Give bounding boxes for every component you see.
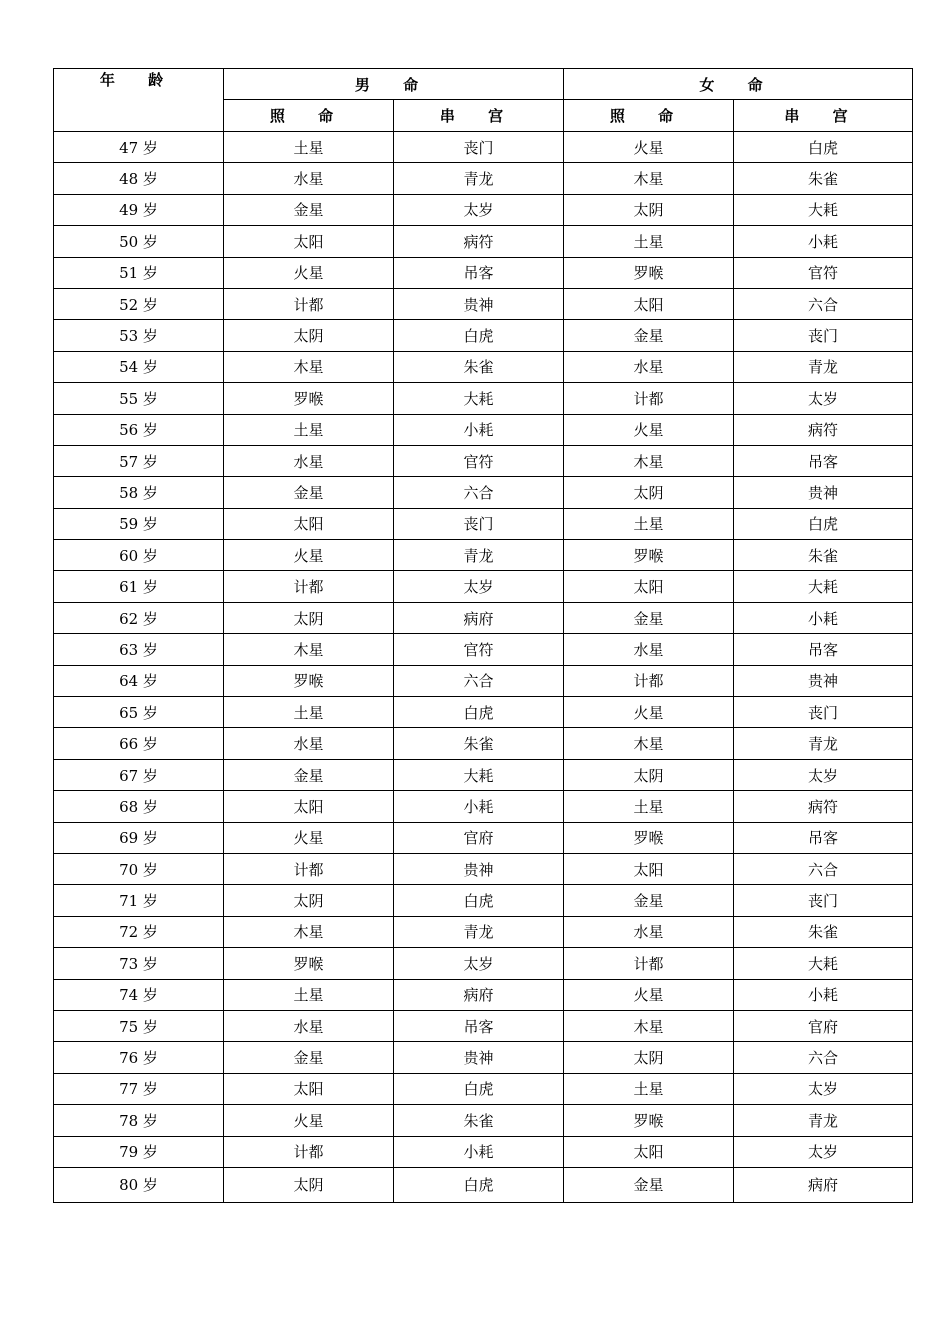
female-chuan-cell: 小耗 (734, 979, 913, 1010)
male-chuan-cell: 大耗 (394, 383, 564, 414)
female-zhao-cell: 太阳 (564, 288, 734, 319)
female-zhao-cell: 罗喉 (564, 1105, 734, 1136)
male-chuan-cell: 青龙 (394, 163, 564, 194)
female-zhao-header: 照 命 (564, 100, 734, 132)
female-zhao-cell: 土星 (564, 1073, 734, 1104)
table-row (54, 885, 913, 916)
male-zhao-cell: 太阴 (224, 602, 394, 633)
female-chuan-cell: 六合 (734, 1042, 913, 1073)
table-row (54, 665, 913, 696)
age-cell: 52 岁 (54, 288, 224, 319)
female-zhao-cell: 火星 (564, 979, 734, 1010)
header-row-top (54, 69, 913, 100)
age-cell: 51 岁 (54, 257, 224, 288)
female-zhao-cell: 土星 (564, 226, 734, 257)
male-zhao-cell: 木星 (224, 634, 394, 665)
male-chuan-cell: 大耗 (394, 759, 564, 790)
age-cell: 53 岁 (54, 320, 224, 351)
male-chuan-cell: 官府 (394, 822, 564, 853)
male-chuan-cell: 青龙 (394, 540, 564, 571)
female-zhao-cell: 太阴 (564, 477, 734, 508)
age-cell: 49 岁 (54, 194, 224, 225)
female-zhao-cell: 计都 (564, 383, 734, 414)
female-chuan-cell: 朱雀 (734, 163, 913, 194)
male-chuan-cell: 白虎 (394, 320, 564, 351)
male-zhao-cell: 计都 (224, 571, 394, 602)
male-zhao-cell: 木星 (224, 351, 394, 382)
female-chuan-cell: 朱雀 (734, 540, 913, 571)
female-zhao-cell: 火星 (564, 132, 734, 163)
female-chuan-cell: 太岁 (734, 1136, 913, 1167)
male-zhao-cell: 土星 (224, 697, 394, 728)
male-zhao-cell: 太阴 (224, 885, 394, 916)
female-chuan-cell: 丧门 (734, 697, 913, 728)
male-zhao-cell: 计都 (224, 853, 394, 884)
male-chuan-cell: 官符 (394, 634, 564, 665)
male-chuan-cell: 小耗 (394, 1136, 564, 1167)
table-row (54, 791, 913, 822)
table-row (54, 697, 913, 728)
male-chuan-cell: 白虎 (394, 885, 564, 916)
female-chuan-cell: 青龙 (734, 1105, 913, 1136)
table-row (54, 571, 913, 602)
male-zhao-cell: 水星 (224, 728, 394, 759)
table-row (54, 1105, 913, 1136)
age-cell: 67 岁 (54, 759, 224, 790)
age-cell: 76 岁 (54, 1042, 224, 1073)
male-zhao-cell: 金星 (224, 194, 394, 225)
female-zhao-cell: 太阴 (564, 194, 734, 225)
fortune-table (53, 68, 913, 1203)
age-cell: 60 岁 (54, 540, 224, 571)
female-header: 女 命 (564, 69, 913, 100)
male-chuan-cell: 小耗 (394, 791, 564, 822)
table-row (54, 979, 913, 1010)
female-zhao-cell: 罗喉 (564, 822, 734, 853)
age-cell: 66 岁 (54, 728, 224, 759)
female-zhao-cell: 太阴 (564, 759, 734, 790)
female-zhao-cell: 水星 (564, 351, 734, 382)
female-chuan-cell: 大耗 (734, 571, 913, 602)
male-zhao-cell: 太阴 (224, 1167, 394, 1202)
male-zhao-cell: 罗喉 (224, 665, 394, 696)
female-chuan-cell: 吊客 (734, 634, 913, 665)
male-chuan-cell: 朱雀 (394, 351, 564, 382)
female-chuan-cell: 吊客 (734, 445, 913, 476)
table-row (54, 163, 913, 194)
table-row (54, 1167, 913, 1202)
male-zhao-cell: 太阳 (224, 791, 394, 822)
female-zhao-cell: 水星 (564, 916, 734, 947)
table-row (54, 822, 913, 853)
female-chuan-cell: 官府 (734, 1010, 913, 1041)
male-chuan-cell: 吊客 (394, 1010, 564, 1041)
male-zhao-cell: 火星 (224, 1105, 394, 1136)
age-cell: 74 岁 (54, 979, 224, 1010)
female-chuan-cell: 青龙 (734, 728, 913, 759)
table-row (54, 728, 913, 759)
table-body (54, 132, 913, 1203)
female-chuan-cell: 丧门 (734, 885, 913, 916)
male-header: 男 命 (224, 69, 564, 100)
male-chuan-cell: 官符 (394, 445, 564, 476)
table-row (54, 445, 913, 476)
male-chuan-cell: 白虎 (394, 697, 564, 728)
female-chuan-cell: 大耗 (734, 194, 913, 225)
female-zhao-cell: 金星 (564, 1167, 734, 1202)
table-row (54, 320, 913, 351)
female-zhao-cell: 罗喉 (564, 540, 734, 571)
table-row (54, 853, 913, 884)
male-zhao-cell: 水星 (224, 1010, 394, 1041)
age-cell: 47 岁 (54, 132, 224, 163)
age-cell: 73 岁 (54, 948, 224, 979)
age-cell: 57 岁 (54, 445, 224, 476)
female-zhao-cell: 太阴 (564, 1042, 734, 1073)
female-chuan-cell: 太岁 (734, 383, 913, 414)
table-row (54, 540, 913, 571)
female-zhao-cell: 土星 (564, 508, 734, 539)
male-chuan-cell: 太岁 (394, 948, 564, 979)
female-zhao-cell: 计都 (564, 948, 734, 979)
male-chuan-cell: 六合 (394, 665, 564, 696)
male-chuan-cell: 贵神 (394, 288, 564, 319)
male-zhao-cell: 金星 (224, 477, 394, 508)
age-cell: 68 岁 (54, 791, 224, 822)
female-zhao-cell: 金星 (564, 320, 734, 351)
male-zhao-cell: 火星 (224, 540, 394, 571)
table-row (54, 288, 913, 319)
table-row (54, 477, 913, 508)
male-chuan-cell: 贵神 (394, 853, 564, 884)
male-chuan-cell: 六合 (394, 477, 564, 508)
table-row (54, 508, 913, 539)
male-chuan-cell: 青龙 (394, 916, 564, 947)
female-chuan-cell: 太岁 (734, 1073, 913, 1104)
female-chuan-cell: 青龙 (734, 351, 913, 382)
table-row (54, 634, 913, 665)
female-chuan-cell: 小耗 (734, 602, 913, 633)
female-zhao-cell: 太阳 (564, 853, 734, 884)
male-chuan-cell: 白虎 (394, 1073, 564, 1104)
male-chuan-cell: 病符 (394, 226, 564, 257)
female-zhao-cell: 木星 (564, 728, 734, 759)
male-chuan-cell: 太岁 (394, 571, 564, 602)
age-cell: 62 岁 (54, 602, 224, 633)
male-zhao-cell: 金星 (224, 759, 394, 790)
table-row (54, 383, 913, 414)
female-zhao-cell: 金星 (564, 602, 734, 633)
female-chuan-cell: 小耗 (734, 226, 913, 257)
male-zhao-header: 照 命 (224, 100, 394, 132)
male-chuan-cell: 朱雀 (394, 1105, 564, 1136)
male-zhao-cell: 水星 (224, 445, 394, 476)
age-cell: 50 岁 (54, 226, 224, 257)
age-cell: 59 岁 (54, 508, 224, 539)
age-cell: 70 岁 (54, 853, 224, 884)
table-row (54, 1042, 913, 1073)
table-row (54, 226, 913, 257)
age-cell: 79 岁 (54, 1136, 224, 1167)
male-chuan-cell: 朱雀 (394, 728, 564, 759)
male-zhao-cell: 金星 (224, 1042, 394, 1073)
table-row (54, 194, 913, 225)
male-chuan-cell: 丧门 (394, 508, 564, 539)
female-chuan-cell: 病符 (734, 414, 913, 445)
female-chuan-cell: 丧门 (734, 320, 913, 351)
male-zhao-cell: 土星 (224, 132, 394, 163)
female-chuan-cell: 六合 (734, 288, 913, 319)
female-zhao-cell: 火星 (564, 697, 734, 728)
table-row (54, 414, 913, 445)
female-chuan-cell: 六合 (734, 853, 913, 884)
female-zhao-cell: 计都 (564, 665, 734, 696)
male-chuan-cell: 病府 (394, 979, 564, 1010)
male-chuan-cell: 吊客 (394, 257, 564, 288)
male-zhao-cell: 太阳 (224, 226, 394, 257)
female-chuan-cell: 白虎 (734, 508, 913, 539)
female-zhao-cell: 木星 (564, 163, 734, 194)
table-row (54, 132, 913, 163)
age-cell: 61 岁 (54, 571, 224, 602)
male-zhao-cell: 木星 (224, 916, 394, 947)
male-zhao-cell: 太阴 (224, 320, 394, 351)
table-row (54, 759, 913, 790)
age-cell: 64 岁 (54, 665, 224, 696)
female-chuan-cell: 白虎 (734, 132, 913, 163)
female-chuan-cell: 吊客 (734, 822, 913, 853)
age-cell: 69 岁 (54, 822, 224, 853)
age-cell: 48 岁 (54, 163, 224, 194)
male-zhao-cell: 土星 (224, 979, 394, 1010)
female-zhao-cell: 火星 (564, 414, 734, 445)
female-chuan-cell: 病府 (734, 1167, 913, 1202)
female-zhao-cell: 罗喉 (564, 257, 734, 288)
table-row (54, 948, 913, 979)
female-zhao-cell: 金星 (564, 885, 734, 916)
table-row (54, 916, 913, 947)
age-cell: 75 岁 (54, 1010, 224, 1041)
female-chuan-cell: 朱雀 (734, 916, 913, 947)
female-zhao-cell: 土星 (564, 791, 734, 822)
age-cell: 54 岁 (54, 351, 224, 382)
female-chuan-header: 串 宫 (734, 100, 913, 132)
female-zhao-cell: 木星 (564, 445, 734, 476)
male-zhao-cell: 水星 (224, 163, 394, 194)
age-cell: 58 岁 (54, 477, 224, 508)
female-chuan-cell: 大耗 (734, 948, 913, 979)
male-chuan-cell: 丧门 (394, 132, 564, 163)
age-cell: 80 岁 (54, 1167, 224, 1202)
table-row (54, 257, 913, 288)
female-zhao-cell: 水星 (564, 634, 734, 665)
table-row (54, 1136, 913, 1167)
age-cell: 63 岁 (54, 634, 224, 665)
female-chuan-cell: 贵神 (734, 665, 913, 696)
female-chuan-cell: 太岁 (734, 759, 913, 790)
table-row (54, 1010, 913, 1041)
table-row (54, 1073, 913, 1104)
age-cell: 72 岁 (54, 916, 224, 947)
age-cell: 55 岁 (54, 383, 224, 414)
male-zhao-cell: 火星 (224, 257, 394, 288)
female-zhao-cell: 太阳 (564, 1136, 734, 1167)
male-zhao-cell: 火星 (224, 822, 394, 853)
age-cell: 56 岁 (54, 414, 224, 445)
age-header: 年 龄 (54, 69, 224, 132)
male-zhao-cell: 罗喉 (224, 948, 394, 979)
male-zhao-cell: 土星 (224, 414, 394, 445)
female-zhao-cell: 太阳 (564, 571, 734, 602)
table-row (54, 602, 913, 633)
female-chuan-cell: 官符 (734, 257, 913, 288)
male-chuan-cell: 小耗 (394, 414, 564, 445)
male-chuan-cell: 贵神 (394, 1042, 564, 1073)
female-zhao-cell: 木星 (564, 1010, 734, 1041)
male-chuan-header: 串 宫 (394, 100, 564, 132)
age-cell: 71 岁 (54, 885, 224, 916)
female-chuan-cell: 贵神 (734, 477, 913, 508)
female-chuan-cell: 病符 (734, 791, 913, 822)
age-cell: 65 岁 (54, 697, 224, 728)
male-chuan-cell: 白虎 (394, 1167, 564, 1202)
table-row (54, 351, 913, 382)
male-zhao-cell: 太阳 (224, 508, 394, 539)
age-cell: 78 岁 (54, 1105, 224, 1136)
male-zhao-cell: 计都 (224, 288, 394, 319)
male-zhao-cell: 罗喉 (224, 383, 394, 414)
male-chuan-cell: 太岁 (394, 194, 564, 225)
age-cell: 77 岁 (54, 1073, 224, 1104)
male-chuan-cell: 病府 (394, 602, 564, 633)
male-zhao-cell: 计都 (224, 1136, 394, 1167)
male-zhao-cell: 太阳 (224, 1073, 394, 1104)
